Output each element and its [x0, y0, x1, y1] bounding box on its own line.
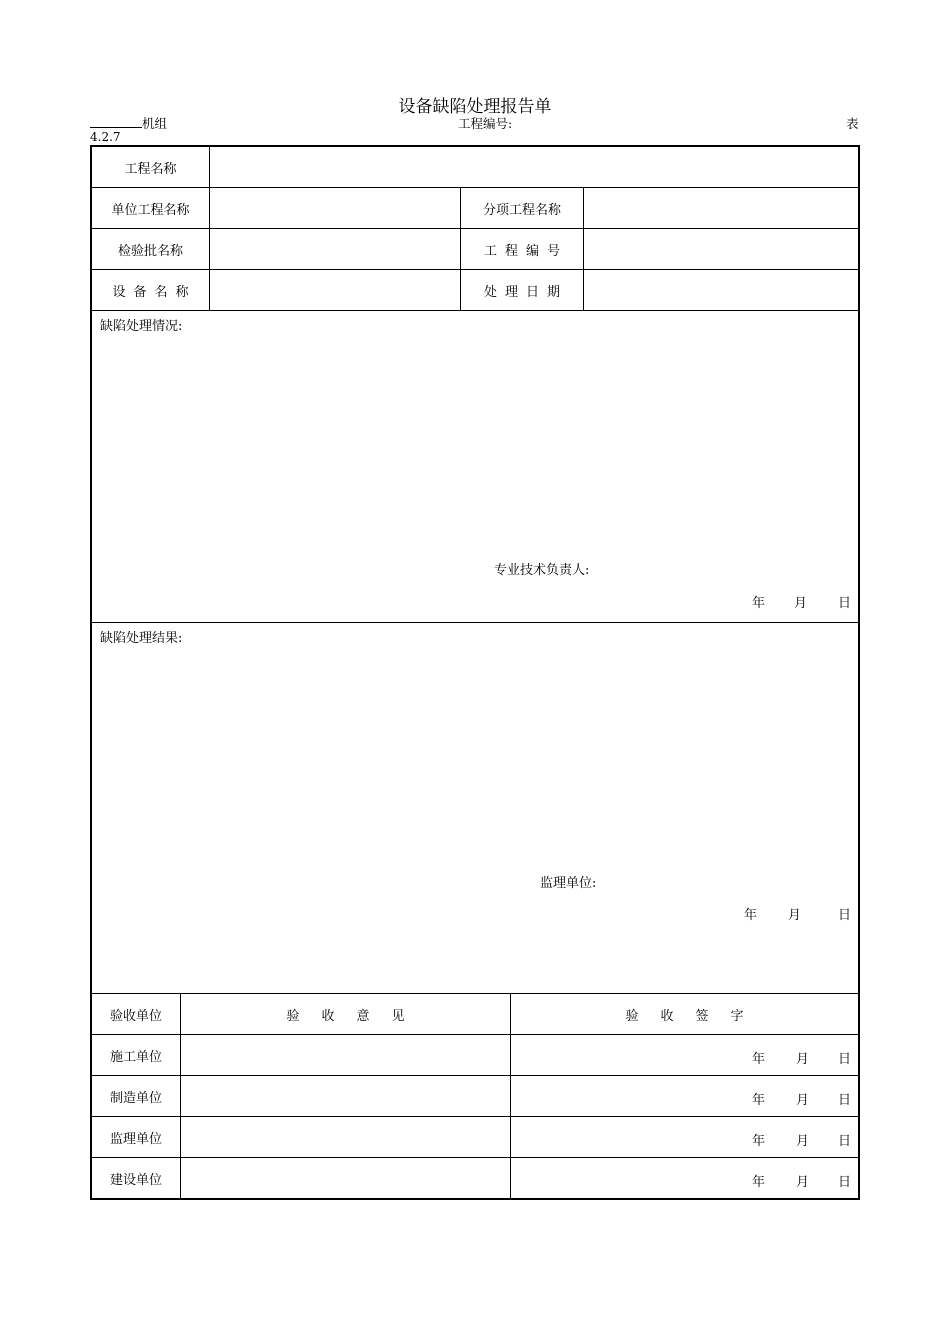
report-form	[90, 145, 860, 1200]
acceptance-opinion-header: 验收意见	[286, 1008, 427, 1024]
situation-date	[752, 592, 852, 611]
day-label: 日	[838, 596, 852, 611]
day-label: 日	[838, 1052, 852, 1067]
result-label: 缺陷处理结果:	[100, 631, 183, 646]
month-label: 月	[796, 1052, 810, 1067]
year-label: 年	[752, 1175, 766, 1190]
month-label: 月	[796, 1175, 810, 1190]
situation-label: 缺陷处理情况:	[100, 319, 183, 334]
process-date-input[interactable]	[584, 270, 858, 310]
inspection-batch-label: 检验批名称	[117, 243, 183, 259]
project-no-header: 工程编号:	[458, 116, 513, 131]
sub-project-name-label: 分项工程名称	[482, 202, 561, 218]
acceptance-opinion-input[interactable]	[181, 1117, 510, 1157]
result-date	[744, 904, 852, 923]
process-date-label: 处理日期	[483, 284, 568, 300]
month-label: 月	[794, 596, 808, 611]
sub-project-name-input[interactable]	[584, 188, 858, 228]
year-label: 年	[752, 1052, 766, 1067]
situation-signer-label: 专业技术负责人:	[494, 563, 590, 578]
month-label: 月	[788, 908, 802, 923]
day-label: 日	[838, 1093, 852, 1108]
year-label: 年	[752, 1134, 766, 1149]
day-label: 日	[838, 1175, 852, 1190]
month-label: 月	[796, 1134, 810, 1149]
acceptance-row-date	[752, 1130, 852, 1149]
acceptance-unit-header: 验收单位	[109, 1008, 162, 1024]
day-label: 日	[838, 908, 852, 923]
month-label: 月	[796, 1093, 810, 1108]
project-no-label: 工程编号	[483, 243, 568, 259]
project-no-input[interactable]	[584, 229, 858, 269]
unit-suffix: 机组	[142, 116, 168, 131]
acceptance-row-date	[752, 1171, 852, 1190]
inspection-batch-input[interactable]	[210, 229, 460, 269]
unit-blank-line	[90, 115, 142, 128]
project-name-input[interactable]	[210, 147, 858, 187]
year-label: 年	[744, 908, 758, 923]
year-label: 年	[752, 596, 766, 611]
acceptance-row-date	[752, 1089, 852, 1108]
project-name-label: 工程名称	[124, 161, 177, 177]
acceptance-sign-header: 验收签字	[625, 1008, 766, 1024]
table-label-part2: 4.2.7	[90, 130, 121, 144]
page-title: 设备缺陷处理报告单	[398, 97, 552, 117]
acceptance-row-date	[752, 1048, 852, 1067]
row-divider	[92, 310, 858, 311]
unit-project-name-input[interactable]	[210, 188, 460, 228]
acceptance-row-label: 制造单位	[109, 1090, 162, 1106]
equipment-name-label: 设备名称	[112, 284, 197, 300]
acceptance-row-label: 监理单位	[109, 1131, 162, 1147]
acceptance-row-label: 建设单位	[109, 1172, 162, 1188]
day-label: 日	[838, 1134, 852, 1149]
acceptance-opinion-input[interactable]	[181, 1076, 510, 1116]
result-signer-label: 监理单位:	[540, 876, 597, 891]
table-label-part1: 表	[846, 116, 859, 131]
year-label: 年	[752, 1093, 766, 1108]
acceptance-opinion-input[interactable]	[181, 1035, 510, 1075]
acceptance-row-label: 施工单位	[109, 1049, 162, 1065]
equipment-name-input[interactable]	[210, 270, 460, 310]
acceptance-opinion-input[interactable]	[181, 1158, 510, 1198]
row-divider	[92, 622, 858, 623]
unit-project-name-label: 单位工程名称	[111, 202, 190, 218]
